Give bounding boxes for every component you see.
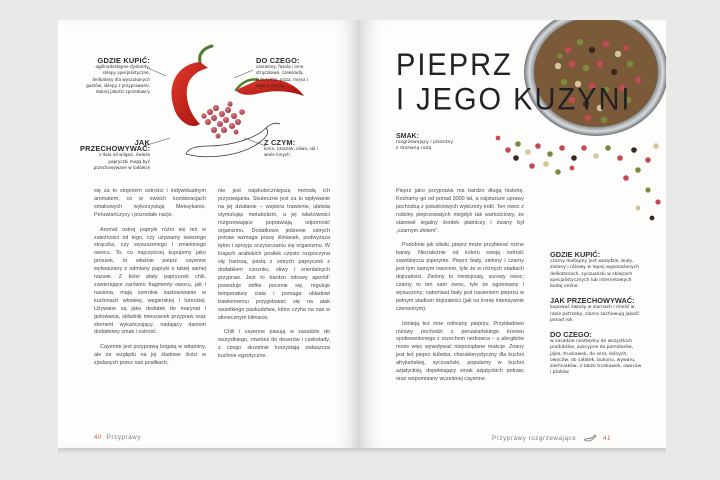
left-folio bbox=[94, 434, 141, 441]
annotation-heading: DO CZEGO: bbox=[256, 56, 300, 65]
chili-logo-icon bbox=[582, 434, 598, 443]
title-line-1: PIEPRZ bbox=[396, 48, 513, 83]
right-page bbox=[360, 20, 666, 448]
annotation-where-to-buy bbox=[86, 58, 150, 96]
right-folio bbox=[492, 434, 611, 443]
paragraph: Pieprz jako przyprawa ma bardzo długą historię. Kochamy go od ponad 3000 lat, a najstarsze uprawy pochodzą z południowych wybrzeży Indii. Ten owoc z rodziny pieprzowatych niegdyś tak wartościowy, że stanowił legalny środek płatniczy i zwany był „czarnym złotem”. bbox=[396, 188, 524, 234]
right-column bbox=[396, 188, 524, 391]
taste-note bbox=[396, 134, 456, 152]
paragraph: Cayenne jest przyprawą bogatą w witaminy, ale ze względu na jej śladowe ilości w zjadanych przez nas posiłkach, bbox=[94, 344, 206, 367]
fact-text: czarny dostępny jest wszędzie, biały, zielony i różowy w lepiej wyposażonych delikatesach, syczuański w sklepach specjalistycznych lub internetowych bodaj online bbox=[550, 259, 640, 290]
annotation-what-for bbox=[256, 58, 322, 90]
taste-text: rozgrzewający i pikantny z drzewną nutą bbox=[396, 140, 454, 151]
sidebar-facts bbox=[550, 252, 644, 384]
annotation-how-to-store bbox=[80, 140, 150, 172]
left-column-1 bbox=[94, 188, 206, 375]
title-line-2: I JEGO KUZYNI bbox=[396, 82, 632, 118]
paragraph: Aromat ostrej papryki różni się też w zależności od tego, czy używamy świeżego strączka, czy wysuszonego i zmielonego owocu. To, co najczęściej kupujemy jako proszek, to właśnie pieprz cayenne wytwarzany z odmiany papryki o takiej samej nazwie. Z kolei płaty papryczek chili, zawierające zarówno fragmenty owocu, jak i nasiona, mają szerokie zastosowanie w kuchniach włoskiej, węgierskiej i tureckiej. Używane są jako dodatek do marynat i gotowania, składnik mieszanek przypraw oraz element wykańczający, nadający daniom dodatkowy smak i ostrość. bbox=[94, 226, 206, 336]
page-number: 41 bbox=[602, 435, 612, 443]
annotation-text: czerwony, fasola i inne strączkowe, czekolada, kukurydza, pizza, mięsa i owoce morza bbox=[256, 65, 308, 89]
fact-heading: JAK PRZECHOWYWAĆ: bbox=[550, 296, 635, 306]
annotation-text: z dala od wilgoci, świeże papryczki mogą być przechowywane w lodówce bbox=[93, 153, 150, 171]
left-page bbox=[58, 20, 360, 448]
annotation-heading: GDZIE KUPIĆ: bbox=[97, 56, 150, 65]
paragraph: Podobnie jak oliwki, pieprz może przybierać różne barwy. Niezależnie od koloru swoją ostrość zawdzięcza piperynie. Pieprz biały, zielony i czarny jest tym samym owocem, tyle że w różnych stadiach dojrzałości. Zielony to niedojrzały, surowy owoc; czarny to ten sam owoc, tyle że ugotowany i wysuszony; natomiast biały jest nasieniem pieprzu w pełnym stadium dojrzałości (jak na ironię intensywnie czerwonym). bbox=[396, 242, 524, 312]
annotation-heading: JAK PRZECHOWYWAĆ: bbox=[80, 138, 151, 154]
fact-how-to-store bbox=[550, 298, 644, 324]
pointer-lines bbox=[58, 20, 360, 200]
annotation-text: kmin, czosnek, oliwa, sól i wiele innych bbox=[264, 147, 318, 159]
fact-where-to-buy bbox=[550, 252, 644, 290]
fact-heading: DO CZEGO: bbox=[550, 330, 592, 340]
fact-text: kupować świeży w ziarnach i mielić w razie potrzeby, ziarna zachowują jakość ponad rok bbox=[550, 305, 640, 323]
annotation-with-what bbox=[264, 140, 320, 160]
annotation-heading: Z CZYM: bbox=[264, 138, 296, 147]
paragraph: nie jest najskuteczniejszą metodą ich przyswajania. Skuteczne jest za to wpływanie na jej działanie – wspiera trawienie, ułatwia stymulując metabolizm, a jej właściwości rozgrzewające poprawiają odporność organizmu. Dodatkowo jedzenie ostrych potraw wzmaga pracę ślinianek, podwyższa tętno i sprzyja oczyszczaniu się organizmu. W krajach arabskich posiłek często rozpoczyna się harissą, pastą z ostrych papryczek z dodatkiem czosnku, oliwy i orientalnych przypraw. Jest to bardzo zdrowy aperitif: powoduje obfite pocenie się, reguluje temperaturę ciała i pomaga układowi trawiennemu przygotować się na atak wszelkiego paskudztwa, które czyha na nas w słonecznym klimacie. bbox=[218, 188, 330, 321]
taste-heading: SMAK: bbox=[396, 133, 419, 140]
annotation-text: ogólnodostępne dyskonty, sklepy specjalistyczne, delikatesy dla wyszukanych gustów, sklepy z przyprawami, dobrej jakości sprzedawcy bbox=[86, 65, 150, 96]
paragraph: się za to stopniem ostrości i indywidualnym aromatem, co w swoich kombinacjach smakowych wykorzystują Meksykanie, Peruwiańczycy i pozostałe nacje. bbox=[94, 188, 206, 218]
fact-text: w zasadzie niezbędny do wszystkich produktów, aukcyjnie do pomidorów, jajka, truskawek, do sera, leśnych, owoców, do sałatek, bulionu, wywaru, ziemniaków, a także truskawek, owoców i ptaków bbox=[550, 339, 642, 376]
fact-heading: GDZIE KUPIĆ: bbox=[550, 250, 601, 259]
paragraph: Chili i cayenne pasują w zasadzie do wszystkiego, również do deserów i czekolady, z czego skrzętnie korzystają zwłaszcza kuchnie egzotyczne. bbox=[218, 329, 330, 360]
section-name: Przyprawy bbox=[106, 434, 142, 441]
fact-what-for bbox=[550, 332, 644, 376]
paragraph: Istnieją też inne odmiany pieprzu. Przykładowo różowy pochodzi z peruwiańskiego krzewu spokrewnionego z orzechem nerkowca – u alergików może więc wywoływać niepożądane reakcje. Znany jest też pieprz kubeba, charakterystyczny dla kuchni afrykańskiej, syczuański, popularny w kuchni azjatyckiej, dopełniający smak azjatyckich potraw, oraz wspomniany wcześniej cayenne. bbox=[396, 320, 524, 382]
spread-shadow bbox=[58, 448, 666, 454]
article-title bbox=[396, 48, 631, 117]
section-name: Przyprawy rozgrzewające bbox=[492, 435, 577, 443]
left-column-2 bbox=[218, 188, 330, 368]
page-number: 40 bbox=[94, 434, 103, 441]
